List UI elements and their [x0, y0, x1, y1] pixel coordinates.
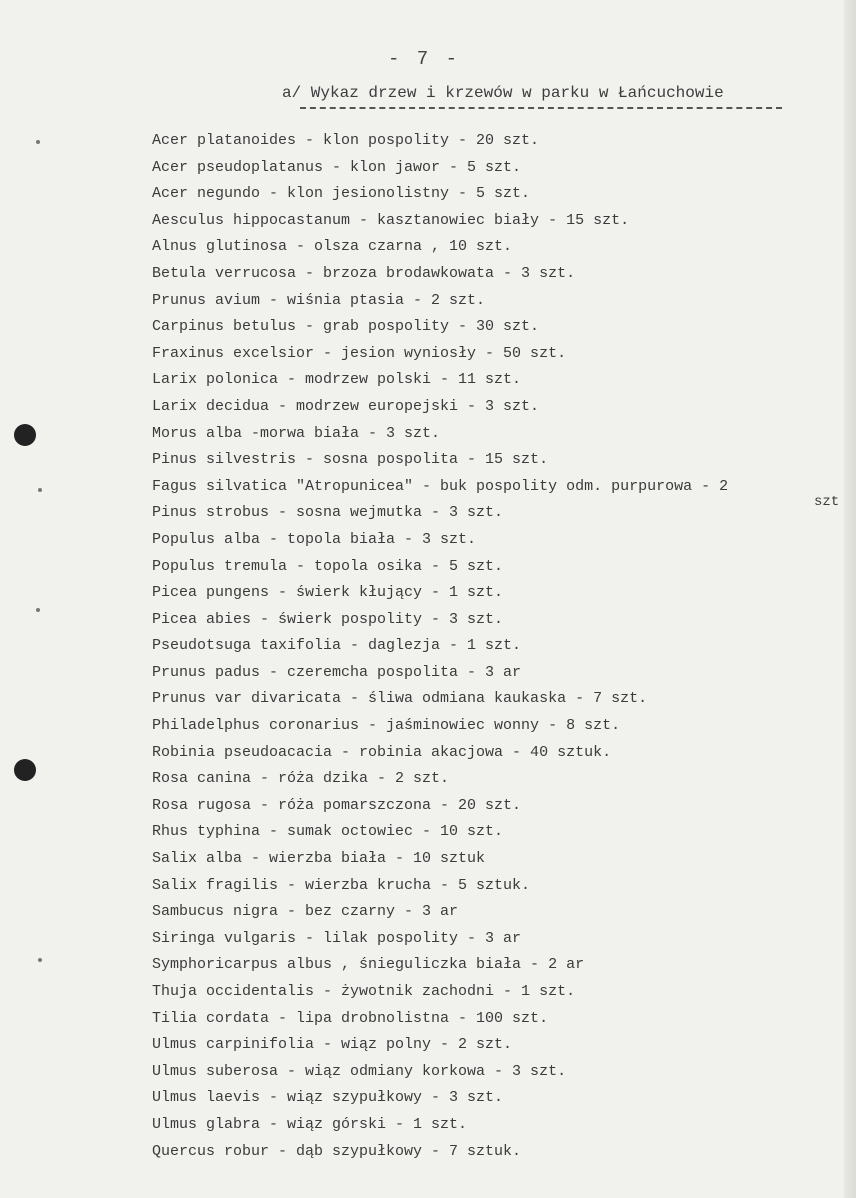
list-item: Acer pseudoplatanus - klon jawor - 5 szt.	[152, 158, 522, 176]
list-item: Populus tremula - topola osika - 5 szt.	[152, 557, 504, 575]
binder-hole	[14, 759, 36, 781]
binder-hole	[14, 424, 36, 446]
list-item: Aesculus hippocastanum - kasztanowiec biały - 15 szt.	[152, 211, 630, 229]
list-item: Salix fragilis - wierzba krucha - 5 sztuk.	[152, 876, 531, 894]
list-item: Populus alba - topola biała - 3 szt.	[152, 530, 477, 548]
list-item: Carpinus betulus - grab pospolity - 30 szt.	[152, 318, 540, 336]
list-item: Quercus robur - dąb szypułkowy - 7 sztuk.	[152, 1142, 522, 1160]
list-item: Fagus silvatica "Atropunicea" - buk pospolity odm. purpurowa - 2	[152, 477, 729, 495]
speck	[38, 958, 42, 962]
list-item: Fraxinus excelsior - jesion wyniosły - 50 szt.	[152, 344, 567, 362]
list-item: Ulmus laevis - wiąz szypułkowy - 3 szt.	[152, 1089, 504, 1107]
list-item: Picea abies - świerk pospolity - 3 szt.	[152, 610, 504, 628]
list-item: Sambucus nigra - bez czarny - 3 ar	[152, 903, 459, 921]
page-number: - 7 -	[388, 48, 461, 70]
list-item: Pinus strobus - sosna wejmutka - 3 szt.	[152, 504, 504, 522]
page-edge	[844, 0, 856, 1198]
list-item: Siringa vulgaris - lilak pospolity - 3 ar	[152, 929, 522, 947]
list-item: Rosa canina - róża dzika - 2 szt.	[152, 770, 450, 788]
list-item: Pinus silvestris - sosna pospolita - 15 szt.	[152, 451, 549, 469]
list-item: Philadelphus coronarius - jaśminowiec wonny - 8 szt.	[152, 717, 621, 735]
list-item: Alnus glutinosa - olsza czarna , 10 szt.	[152, 238, 513, 256]
list-item: Acer platanoides - klon pospolity - 20 szt.	[152, 132, 540, 149]
list-item: Larix decidua - modrzew europejski - 3 szt.	[152, 397, 540, 415]
list-item: Prunus avium - wiśnia ptasia - 2 szt.	[152, 291, 486, 309]
species-list	[152, 128, 842, 1165]
list-item: Salix alba - wierzba biała - 10 sztuk	[152, 850, 486, 868]
list-item: Thuja occidentalis - żywotnik zachodni - 1 szt.	[152, 983, 576, 1000]
list-item: Larix polonica - modrzew polski - 11 szt.	[152, 371, 522, 389]
list-item: Ulmus glabra - wiąz górski - 1 szt.	[152, 1115, 468, 1133]
list-item: Symphoricarpus albus , śnieguliczka biała - 2 ar	[152, 956, 585, 974]
list-item: Picea pungens - świerk kłujący - 1 szt.	[152, 584, 504, 602]
list-item: Rosa rugosa - róża pomarszczona - 20 szt.	[152, 796, 522, 814]
list-item: Robinia pseudoacacia - robinia akacjowa - 40 sztuk.	[152, 743, 612, 761]
heading-underline	[300, 107, 782, 109]
list-item: Acer negundo - klon jesionolistny - 5 szt.	[152, 185, 531, 203]
list-item: Ulmus carpinifolia - wiąz polny - 2 szt.	[152, 1036, 513, 1054]
list-item: Betula verrucosa - brzoza brodawkowata - 3 szt.	[152, 264, 576, 282]
list-item: Tilia cordata - lipa drobnolistna - 100 szt.	[152, 1009, 549, 1027]
list-heading: a/ Wykaz drzew i krzewów w parku w Łańcuchowie	[282, 84, 724, 102]
list-item: Morus alba -morwa biała - 3 szt.	[152, 424, 441, 442]
list-item: Pseudotsuga taxifolia - daglezja - 1 szt.	[152, 637, 522, 655]
list-item: Rhus typhina - sumak octowiec - 10 szt.	[152, 823, 504, 841]
wrapped-unit-note: szt	[814, 494, 840, 510]
speck	[38, 488, 42, 492]
speck	[36, 608, 40, 612]
list-item: Prunus var divaricata - śliwa odmiana kaukaska - 7 szt.	[152, 690, 648, 708]
speck	[36, 140, 40, 144]
list-item: Prunus padus - czeremcha pospolita - 3 ar	[152, 663, 522, 681]
list-item: Ulmus suberosa - wiąz odmiany korkowa - 3 szt.	[152, 1062, 567, 1080]
